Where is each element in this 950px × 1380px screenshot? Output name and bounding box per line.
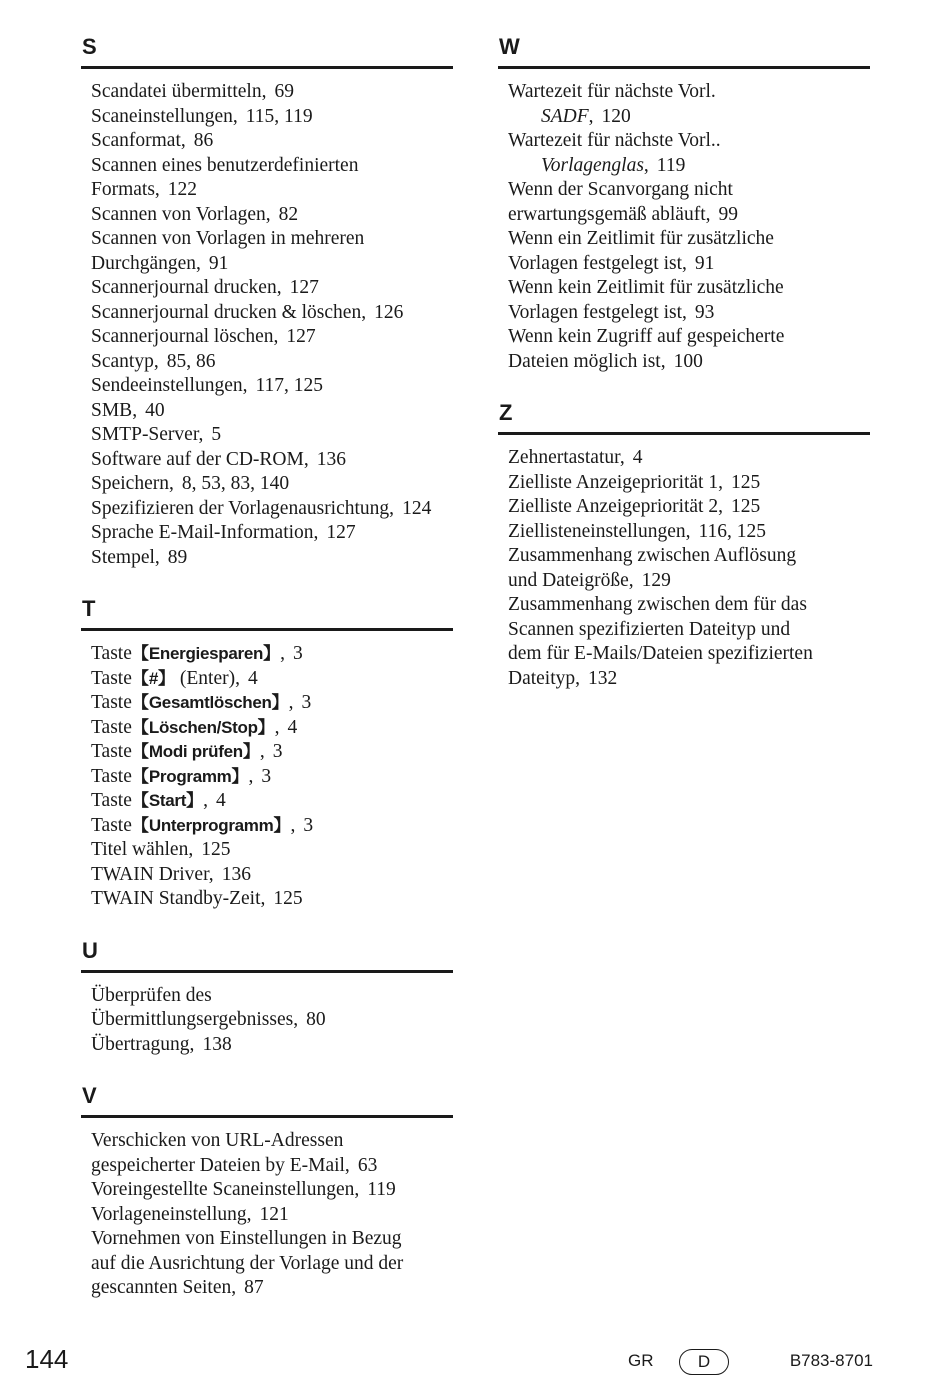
entry-term: Voreingestellte Scaneinstellungen, [91,1179,360,1200]
index-entry [91,838,453,863]
entry-pages: 40 [145,399,165,421]
index-entry [91,740,453,765]
entry-pages: 3 [292,643,303,664]
entry-term: SMB, [91,399,138,421]
entry-subterm [521,154,870,179]
entry-pages: 115, 119 [245,105,313,127]
entry-suffix: , [290,814,296,836]
entry-term: Scannen von Vorlagen, [91,203,271,225]
entry-term: TWAIN Standby-Zeit, [91,888,266,909]
entry-pages: 99 [718,203,739,225]
index-entry [91,276,453,301]
entry-term: Wenn kein Zugriff auf gespeicherte [508,326,785,347]
entry-term: Ziellisteneinstellungen, [508,520,691,542]
index-entry [91,1033,453,1058]
entry-continuation: und Dateigröße, [508,569,634,591]
footer-model-number: B783-8701 [789,1351,873,1370]
entry-pages: 125 [201,839,231,860]
entry-term: Zusammenhang zwischen Auflösung [508,545,797,566]
key-name: # [148,668,159,688]
entry-term: Scannerjournal löschen, [91,326,279,347]
entry-continuation: gescannten Seiten, [91,1277,237,1298]
index-entry [508,276,870,325]
entry-pages: 127 [289,277,319,298]
key-bracket-close: 】 [273,815,291,836]
entry-pages: 136 [316,448,346,470]
entry-prefix: Taste [91,765,132,787]
index-entry [508,129,870,178]
entry-term: SMTP-Server, [91,424,204,445]
index-entry [508,325,870,374]
index-entry [91,765,453,790]
entry-pages: 69 [274,81,294,102]
entry-pages: 125 [273,888,303,909]
entry-pages: 4 [632,447,643,468]
entry-pages: 3 [301,692,312,713]
key-name: Löschen/Stop [148,717,258,737]
entry-continuation-line [91,178,453,203]
entry-continuation-line [91,1276,453,1301]
index-section-w [498,34,870,374]
index-entry [91,154,453,203]
entry-suffix: , [288,692,294,713]
entry-term: Scanformat, [91,130,186,151]
index-entry [91,423,453,448]
entry-term: Scannerjournal drucken & löschen, [91,301,367,323]
key-bracket-open: 【 [131,693,149,713]
entry-pages: 138 [202,1033,232,1055]
entry-continuation-line [508,252,870,277]
entry-pages: 82 [278,203,299,225]
entry-continuation-line [91,252,453,277]
entry-term: Titel wählen, [91,839,194,860]
index-entry [91,472,453,497]
entry-term: Scandatei übermitteln, [91,81,267,102]
entry-pages: 87 [244,1277,264,1298]
index-section-z [498,400,870,691]
entry-prefix: Taste [91,814,132,836]
index-entry [508,446,870,471]
entry-term: Zusammenhang zwischen dem für das [508,594,807,615]
key-bracket-open: 【 [131,815,149,836]
page-number: 144 [25,1344,69,1374]
entry-pages: 4 [248,667,258,689]
section-letter: S [82,34,97,59]
index-entry [91,667,453,692]
entry-term: Vorlageneinstellung, [91,1203,252,1225]
key-bracket-open: 【 [131,766,149,787]
footer-language: GR [628,1351,654,1370]
entry-pages: 3 [272,741,283,762]
index-entry [91,984,453,1033]
entry-pages: 91 [208,252,229,274]
entry-pages: 91 [694,252,715,274]
entry-prefix: Taste [91,790,132,811]
entry-term: Wartezeit für nächste Vorl.. [508,130,721,151]
key-bracket-close: 】 [271,693,289,713]
entry-continuation: Vorlagen festgelegt ist, [508,252,687,274]
entry-pages: 85, 86 [166,350,216,372]
entry-term: Scantyp, [91,350,159,372]
entry-term: Wenn kein Zeitlimit für zusätzliche [508,277,784,298]
key-name: Gesamtlöschen [148,693,272,712]
entry-pages: 124 [402,497,432,519]
index-entry [91,691,453,716]
entry-continuation: gespeicherter Dateien by E-Mail, [91,1154,350,1176]
entry-continuation-line [508,350,870,375]
entry-pages: 125 [730,471,761,493]
entry-continuation: auf die Ausrichtung der Vorlage und der [91,1252,404,1274]
entry-suffix: , [280,643,285,664]
entry-pages: 89 [167,546,188,568]
entry-continuation: erwartungsgemäß abläuft, [508,203,711,225]
index-entry [91,1129,453,1178]
index-section-t [81,596,453,912]
entry-pages: 80 [306,1009,326,1030]
entry-term: Zielliste Anzeigepriorität 1, [508,471,723,493]
entry-term: Sprache E-Mail-Information, [91,522,319,543]
index-entry [508,495,870,520]
section-divider [81,970,453,973]
index-entry [508,593,870,691]
index-entry [91,887,453,912]
entry-pages: 8, 53, 83, 140 [181,473,290,494]
key-bracket-close: 】 [263,644,281,664]
section-divider [81,1115,453,1118]
index-entry [91,789,453,814]
index-entry [91,374,453,399]
key-name: Modi prüfen [148,742,243,761]
index-section-v [81,1083,453,1301]
section-letter: W [499,34,520,59]
entry-pages: 129 [641,569,671,591]
entry-prefix: Taste [91,643,132,664]
index-entry [91,105,453,130]
entry-continuation-line [91,1154,453,1179]
entry-suffix: , [203,790,208,811]
index-section-u [81,938,453,1058]
index-entry [91,350,453,375]
key-bracket-open: 【 [131,742,149,762]
entry-pages: 86 [193,130,214,151]
key-bracket-close: 】 [257,717,275,738]
entry-pages: 121 [259,1203,289,1225]
index-entry [91,521,453,546]
entry-continuation: dem für E-Mails/Dateien spezifizierten [508,643,813,664]
entry-pages: 126 [374,301,404,323]
index-entry [91,448,453,473]
index-entry [91,814,453,839]
footer-region-badge: D [679,1349,729,1375]
key-bracket-open: 【 [131,668,149,689]
section-letter: T [82,596,96,621]
index-entry [91,301,453,326]
entry-prefix: Taste [91,667,132,689]
index-entry-list [81,642,453,912]
key-bracket-open: 【 [131,644,149,664]
index-entry [91,80,453,105]
entry-term: Scannen von Vorlagen in mehreren [91,228,365,249]
entry-term: Wenn ein Zeitlimit für zusätzliche [508,228,774,249]
entry-continuation: Dateityp, [508,667,581,689]
entry-pages: 3 [261,765,272,787]
entry-pages: 4 [215,790,226,811]
entry-pages: 119 [367,1179,396,1200]
section-divider [498,432,870,435]
entry-continuation: Durchgängen, [91,252,201,274]
entry-pages: 132 [588,667,618,689]
entry-pages: 117, 125 [255,375,324,396]
index-entry [508,544,870,593]
entry-pages: 4 [287,716,298,738]
index-entry-list [81,984,453,1058]
entry-separator: , [588,105,594,127]
section-letter: V [82,1083,97,1108]
index-entry [91,399,453,424]
entry-subterm-text: Vorlagenglas [541,154,644,176]
index-entry [91,129,453,154]
key-bracket-close: 】 [158,668,176,689]
index-entry [91,227,453,276]
entry-term: Vornehmen von Einstellungen in Bezug [91,1228,402,1249]
entry-continuation-line [91,1008,453,1033]
footer-info [628,1349,873,1375]
index-entry [91,325,453,350]
index-entry [91,716,453,741]
index-entry [91,1178,453,1203]
entry-pages: 93 [694,301,715,323]
entry-suffix: , [259,741,265,762]
entry-prefix: Taste [91,741,132,762]
index-entry [508,227,870,276]
entry-suffix: , [248,765,254,787]
entry-term: Wenn der Scanvorgang nicht [508,179,733,200]
entry-term: Stempel, [91,546,160,568]
key-bracket-close: 】 [231,766,249,787]
entry-suffix: (Enter), [175,667,240,689]
section-divider [81,628,453,631]
entry-continuation-line [508,301,870,326]
entry-term: Überprüfen des [91,984,212,1006]
entry-pages: 122 [167,179,198,200]
section-letter: U [82,937,98,963]
entry-pages: 5 [211,424,222,445]
entry-continuation-line [508,569,870,594]
entry-pages: 3 [303,814,314,836]
entry-continuation-line [508,203,870,228]
entry-pages: 127 [326,522,356,543]
entry-continuation: Übermittlungsergebnisses, [91,1009,299,1030]
entry-term: Scaneinstellungen, [91,105,238,127]
index-entry [91,546,453,571]
entry-continuation: Dateien möglich ist, [508,350,666,372]
entry-pages: 116, 125 [698,520,767,542]
key-bracket-open: 【 [131,717,149,738]
index-entry-list [498,80,870,374]
key-name: Programm [148,766,232,786]
entry-term: Software auf der CD-ROM, [91,448,309,470]
entry-pages: 120 [601,105,631,127]
index-column-right [498,34,870,717]
section-divider [498,66,870,69]
index-entry-list [498,446,870,691]
index-entry [91,497,453,522]
index-entry [91,863,453,888]
index-column-left [81,34,453,1327]
entry-pages: 119 [656,154,686,176]
entry-pages: 63 [357,1154,378,1176]
entry-prefix: Taste [91,692,132,713]
index-entry [508,178,870,227]
entry-pages: 136 [221,863,251,885]
entry-subterm-text: SADF [541,105,589,127]
index-entry [508,471,870,496]
key-bracket-open: 【 [131,791,149,811]
entry-pages: 100 [673,350,703,372]
entry-pages: 127 [286,326,316,347]
index-entry [508,80,870,129]
index-entry [91,203,453,228]
entry-term: Speichern, [91,473,174,494]
entry-continuation: Scannen spezifizierten Dateityp und [508,618,791,640]
entry-pages: 125 [730,496,761,517]
entry-continuation-line [508,667,870,692]
entry-suffix: , [274,716,280,738]
entry-term: TWAIN Driver, [91,863,214,885]
entry-term: Spezifizieren der Vorlagenausrichtung, [91,497,395,519]
key-name: Energiesparen [148,644,264,663]
index-entry [508,520,870,545]
index-entry [91,1203,453,1228]
entry-term: Übertragung, [91,1033,195,1055]
entry-separator: , [643,154,649,176]
entry-continuation: Vorlagen festgelegt ist, [508,301,687,323]
key-bracket-close: 】 [186,791,204,811]
key-name: Unterprogramm [148,815,274,835]
entry-term: Scannen eines benutzerdefinierten [91,154,359,176]
entry-term: Verschicken von URL-Adressen [91,1130,344,1151]
index-entry-list [81,1129,453,1301]
entry-term: Zielliste Anzeigepriorität 2, [508,496,723,517]
index-entry [91,642,453,667]
entry-term: Wartezeit für nächste Vorl. [508,81,716,102]
index-section-s [81,34,453,570]
entry-term: Scannerjournal drucken, [91,277,282,298]
entry-prefix: Taste [91,716,132,738]
entry-subterm [521,105,870,130]
index-entry [91,1227,453,1301]
key-name: Start [148,791,187,810]
entry-continuation: Formats, [91,179,160,200]
index-entry-list [81,80,453,570]
entry-term: Sendeeinstellungen, [91,375,248,396]
section-divider [81,66,453,69]
entry-term: Zehnertastatur, [508,447,625,468]
key-bracket-close: 】 [242,742,260,762]
section-letter: Z [499,400,513,425]
